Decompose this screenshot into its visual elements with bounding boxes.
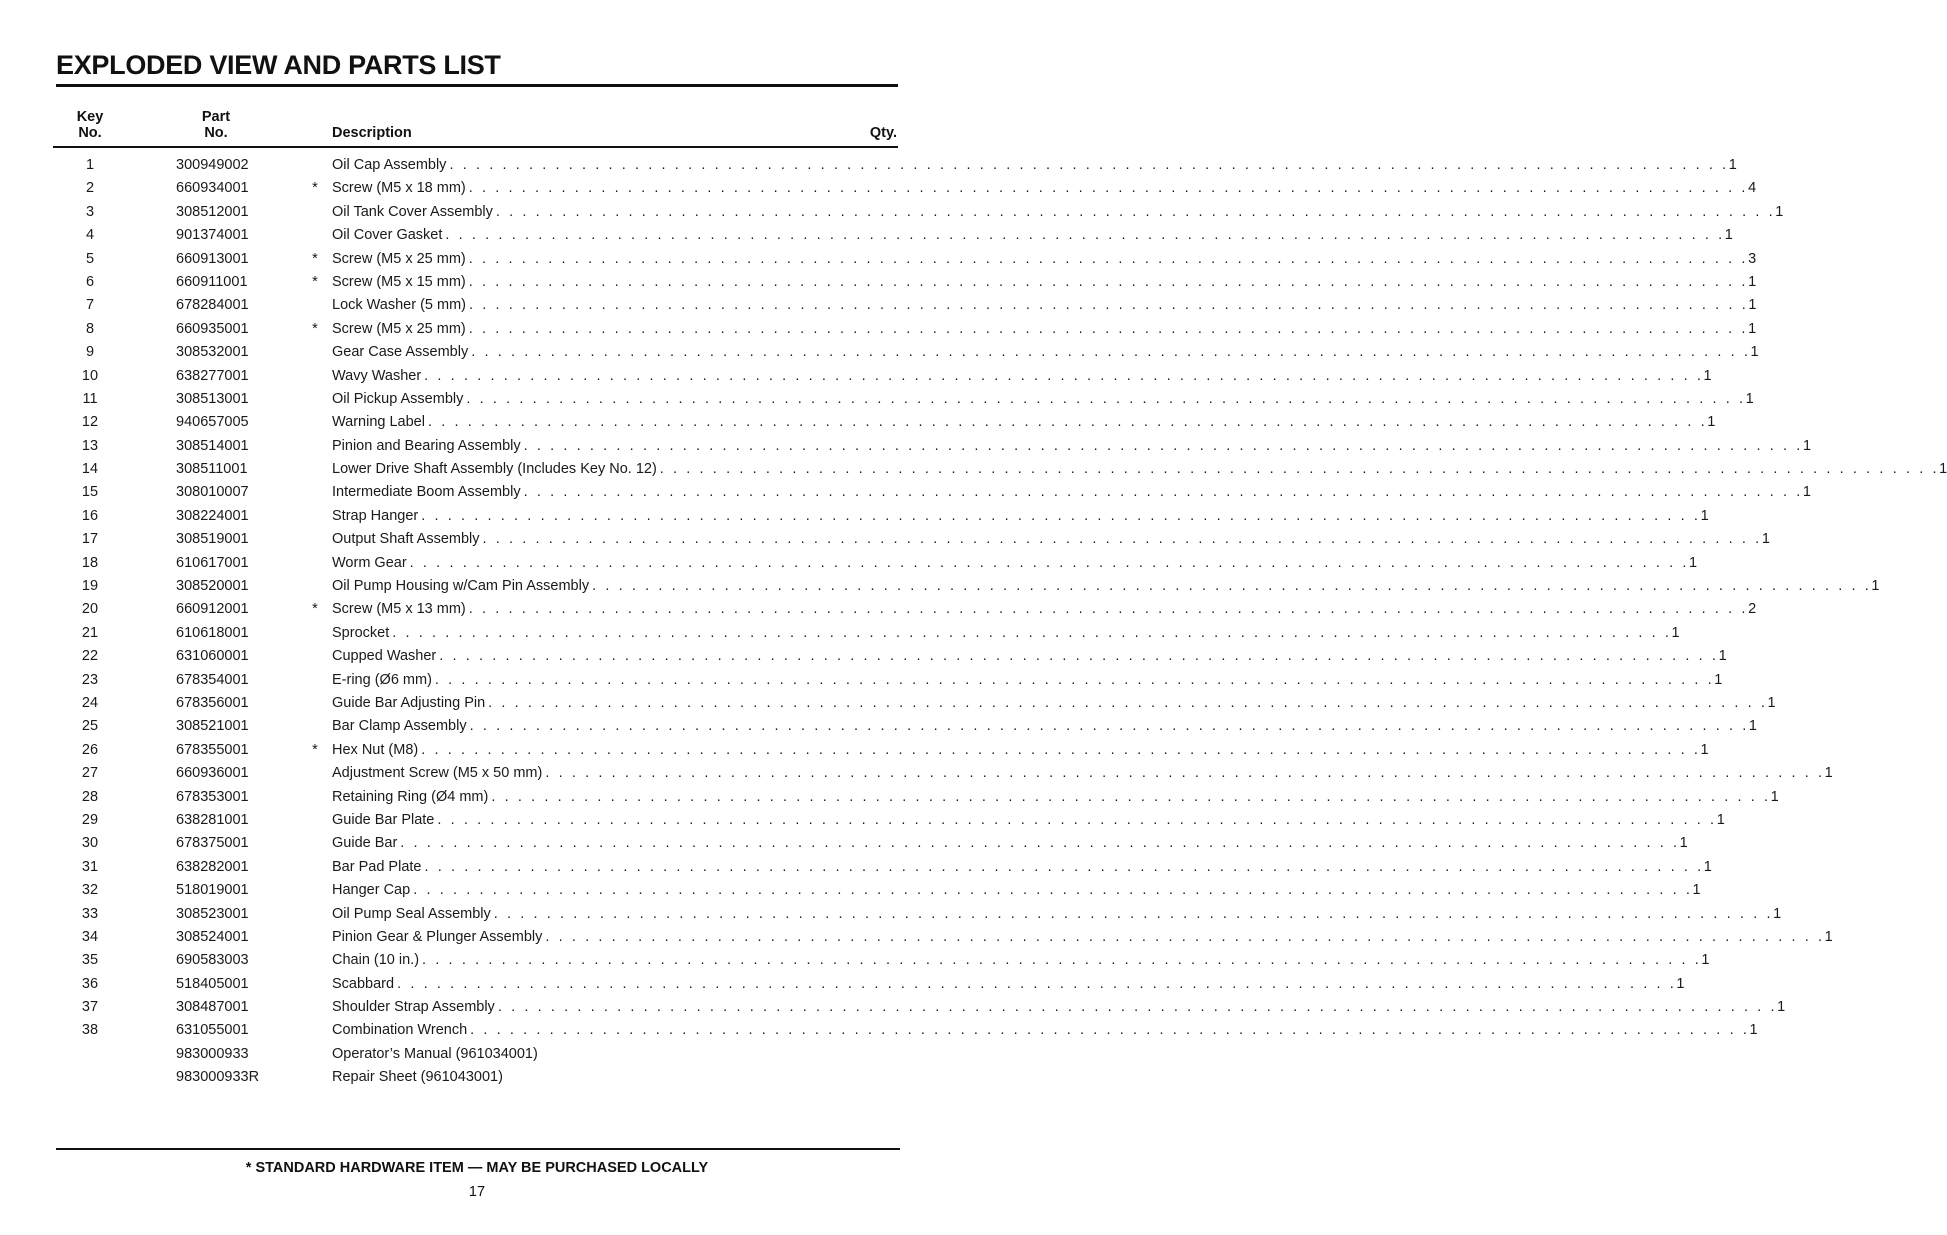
part-number: 690583003 xyxy=(176,952,249,969)
quantity: 1 xyxy=(1824,765,1833,782)
part-number: 940657005 xyxy=(176,414,249,431)
table-row xyxy=(0,201,1784,224)
standard-hardware-marker: * xyxy=(312,601,318,618)
part-number: 660911001 xyxy=(176,273,248,290)
part-number: 308521001 xyxy=(176,718,249,735)
part-description-cell xyxy=(332,1043,882,1066)
part-number: 308487001 xyxy=(176,999,249,1016)
quantity: 1 xyxy=(1700,741,1709,758)
part-description-cell xyxy=(332,879,1701,902)
quantity: 1 xyxy=(1802,437,1812,454)
dot-leader: . . . . . . . . . . . . . . . . . . . . . . . . . . . . . . . . . . . . . . . . . . . . . . . . . . . . . . . . . . . . . . . . . . . . . . . . . . . . . . . . . . . . . . . . . . . . . . . . . xyxy=(421,507,1701,524)
key-number: 28 xyxy=(81,788,99,805)
standard-hardware-marker: * xyxy=(312,180,318,197)
quantity: 1 xyxy=(1745,390,1754,407)
quantity: 1 xyxy=(1777,999,1786,1016)
part-description: Pinion and Bearing Assembly xyxy=(332,437,521,454)
quantity: 1 xyxy=(1748,320,1757,337)
part-description-cell xyxy=(332,903,1782,926)
dot-leader: . . . . . . . . . . . . . . . . . . . . . . . . . . . . . . . . . . . . . . . . . . . . . . . . . . . . . . . . . . . . . . . . . . . . . . . . . . . . . . . . . . . . . . . . . . . . . . . . . xyxy=(469,718,1749,735)
table-row xyxy=(0,622,1680,645)
part-description-cell xyxy=(332,598,1757,621)
key-number: 3 xyxy=(85,203,95,220)
table-row xyxy=(0,739,1709,762)
part-description: Shoulder Strap Assembly xyxy=(332,999,495,1016)
part-description-cell xyxy=(332,669,1723,692)
part-description: Wavy Washer xyxy=(332,367,422,384)
column-header-description: Description xyxy=(332,125,412,141)
dot-leader: . . . . . . . . . . . . . . . . . . . . . . . . . . . . . . . . . . . . . . . . . . . . . . . . . . . . . . . . . . . . . . . . . . . . . . . . . . . . . . . . . . . . . . . . . . . . . . . . . xyxy=(424,858,1704,875)
standard-hardware-marker: * xyxy=(312,273,318,290)
part-description-cell xyxy=(332,762,1833,785)
part-number: 638281001 xyxy=(176,811,249,828)
part-description: Screw (M5 x 18 mm) xyxy=(332,180,466,197)
part-description-cell xyxy=(332,1019,1758,1042)
table-row xyxy=(0,786,1779,809)
key-number: 22 xyxy=(81,648,99,665)
part-number: 660912001 xyxy=(176,601,249,618)
dot-leader: . . . . . . . . . . . . . . . . . . . . . . . . . . . . . . . . . . . . . . . . . . . . . . . . . . . . . . . . . . . . . . . . . . . . . . . . . . . . . . . . . . . . . . . . . . . . . . . . . xyxy=(470,1022,1750,1039)
part-number: 308010007 xyxy=(176,484,249,501)
key-number: 7 xyxy=(85,297,95,314)
table-row xyxy=(0,458,1947,481)
part-description: Oil Pump Seal Assembly xyxy=(332,905,491,922)
part-description-cell xyxy=(332,926,1833,949)
part-number: 518405001 xyxy=(176,975,249,992)
part-description: Hanger Cap xyxy=(332,882,411,899)
dot-leader: . . . . . . . . . . . . . . . . . . . . . . . . . . . . . . . . . . . . . . . . . . . . . . . . . . . . . . . . . . . . . . . . . . . . . . . . . . . . . . . . . . . . . . . . . . . . . . . . . xyxy=(488,694,1768,711)
part-number: 660935001 xyxy=(176,320,249,337)
part-number: 610618001 xyxy=(176,624,249,641)
table-row xyxy=(0,856,1712,879)
column-header-key-line2: No. xyxy=(78,125,102,141)
key-number: 4 xyxy=(85,227,95,244)
quantity: 1 xyxy=(1716,811,1725,828)
part-description: Oil Cover Gasket xyxy=(332,227,443,244)
dot-leader: . . . . . . . . . . . . . . . . . . . . . . . . . . . . . . . . . . . . . . . . . . . . . . . . . . . . . . . . . . . . . . . . . . . . . . . . . . . . . . . . . . . . . . . . . . . . . . . . . xyxy=(468,250,1749,267)
table-row xyxy=(0,598,1757,621)
part-description-cell xyxy=(332,201,1784,224)
key-number: 2 xyxy=(85,180,95,197)
part-description-cell xyxy=(332,739,1709,762)
key-number: 18 xyxy=(81,554,99,571)
part-number: 678375001 xyxy=(176,835,249,852)
part-description: Oil Cap Assembly xyxy=(332,157,447,173)
part-description: E-ring (Ø6 mm) xyxy=(332,671,432,688)
key-number: 13 xyxy=(81,437,99,454)
part-description: Sprocket xyxy=(332,624,390,641)
dot-leader: . . . . . . . . . . . . . . . . . . . . . . . . . . . . . . . . . . . . . . . . . . . . . . . . . . . . . . . . . . . . . . . . . . . . . . . . . . . . . . . . . . . . . . . . . . . . . . . . . xyxy=(471,344,1751,361)
dot-leader: . . . . . . . . . . . . . . . . . . . . . . . . . . . . . . . . . . . . . . . . . . . . . . . . . . . . . . . . . . . . . . . . . . . . . . . . . . . . . . . . . . . . . . . . . . . . . . . . . xyxy=(523,484,1803,501)
key-number: 21 xyxy=(81,624,99,641)
table-row xyxy=(0,926,1833,949)
key-number: 29 xyxy=(81,811,99,828)
dot-leader: . . . . . . . . . . . . . . . . . . . . . . . . . . . . . . . . . . . . . . . . . . . . . . . . . . . . . . . . . . . . . . . . . . . . . . . . . . . . . . . . . . . . . . . . . . . . . . . . . xyxy=(469,297,1749,314)
part-description-cell xyxy=(332,224,1733,247)
dot-leader: . . . . . . . . . . . . . . . . . . . . . . . . . . . . . . . . . . . . . . . . . . . . . . . . . . . . . . . . . . . . . . . . . . . . . . . . . . . . . . . . . . . . . . . . . . . . . . . . . xyxy=(592,578,1872,595)
column-header-part-line2: No. xyxy=(204,125,228,141)
part-description: Warning Label xyxy=(332,414,425,431)
key-number: 23 xyxy=(81,671,99,688)
key-number: 6 xyxy=(85,273,95,290)
table-row xyxy=(0,435,1812,458)
key-number: 35 xyxy=(81,952,99,969)
part-description-cell xyxy=(332,154,1737,177)
quantity: 1 xyxy=(1688,554,1698,571)
part-description: Output Shaft Assembly xyxy=(332,531,480,548)
part-description-cell xyxy=(332,294,1757,317)
table-row xyxy=(0,645,1727,668)
part-description: Guide Bar Plate xyxy=(332,811,435,828)
part-description: Worm Gear xyxy=(332,554,407,571)
part-description-cell xyxy=(332,505,1709,528)
key-number: 24 xyxy=(81,694,99,711)
part-number: 678353001 xyxy=(176,788,249,805)
part-description-cell xyxy=(332,388,1754,411)
part-description-cell xyxy=(332,365,1712,388)
part-number: 308514001 xyxy=(176,437,249,454)
part-description-cell xyxy=(332,435,1812,458)
table-row xyxy=(0,1066,954,1089)
column-header-key xyxy=(70,109,110,141)
part-number: 983000933 xyxy=(176,1045,249,1062)
table-row xyxy=(0,1019,1758,1042)
part-description-cell xyxy=(332,458,1947,481)
part-description: Lower Drive Shaft Assembly (Includes Key No. 12) xyxy=(332,461,657,478)
part-number: 631060001 xyxy=(176,648,249,665)
table-row xyxy=(0,1043,954,1066)
quantity: 1 xyxy=(1775,203,1784,220)
part-description-cell xyxy=(332,692,1776,715)
table-row xyxy=(0,341,1759,364)
table-row xyxy=(0,411,1716,434)
part-description: Strap Hanger xyxy=(332,507,419,524)
quantity: 1 xyxy=(1728,157,1737,173)
part-description-cell xyxy=(332,973,1685,996)
part-description: Bar Clamp Assembly xyxy=(332,718,467,735)
key-number: 10 xyxy=(81,367,99,384)
part-description-cell xyxy=(332,528,1770,551)
part-number: 638282001 xyxy=(176,858,249,875)
table-row xyxy=(0,481,1811,504)
part-number: 678354001 xyxy=(176,671,249,688)
quantity: 1 xyxy=(1701,952,1710,969)
dot-leader: . . . . . . . . . . . . . . . . . . . . . . . . . . . . . . . . . . . . . . . . . . . . . . . . . . . . . . . . . . . . . . . . . . . . . . . . . . . . . . . . . . . . . . . . . . . . . . . . . xyxy=(545,928,1825,945)
part-description: Bar Pad Plate xyxy=(332,858,422,875)
quantity: 1 xyxy=(1748,718,1757,735)
title-divider xyxy=(56,84,898,87)
table-row xyxy=(0,809,1725,832)
key-number: 20 xyxy=(81,601,99,618)
part-description-cell xyxy=(332,856,1712,879)
parts-list xyxy=(0,154,1947,1090)
column-header-qty: Qty. xyxy=(869,125,897,141)
standard-hardware-marker: * xyxy=(312,250,318,267)
part-number: 660936001 xyxy=(176,765,249,782)
key-number: 33 xyxy=(81,905,99,922)
part-description-cell xyxy=(332,271,1757,294)
part-description: Hex Nut (M8) xyxy=(332,741,419,758)
part-description-cell xyxy=(332,481,1811,504)
dot-leader: . . . . . . . . . . . . . . . . . . . . . . . . . . . . . . . . . . . . . . . . . . . . . . . . . . . . . . . . . . . . . . . . . . . . . . . . . . . . . . . . . . . . . . . . . . . . . . . . . xyxy=(659,461,1940,478)
key-number: 1 xyxy=(85,157,95,173)
key-number: 14 xyxy=(81,461,99,478)
part-description-cell xyxy=(332,809,1725,832)
table-row xyxy=(0,177,1757,200)
quantity: 1 xyxy=(1748,297,1757,314)
quantity: 1 xyxy=(1679,835,1688,852)
table-row xyxy=(0,903,1782,926)
key-number: 26 xyxy=(81,741,99,758)
dot-leader: . . . . . . . . . . . . . . . . . . . . . . . . . . . . . . . . . . . . . . . . . . . . . . . . . . . . . . . . . . . . . . . . . . . . . . . . . . . . . . . . . . . . . . . . . . . . . . . . . xyxy=(545,765,1825,782)
table-row xyxy=(0,224,1733,247)
key-number: 31 xyxy=(81,858,99,875)
part-number: 308511001 xyxy=(176,461,248,478)
part-description-cell xyxy=(332,715,1757,738)
quantity: 1 xyxy=(1773,905,1782,922)
dot-leader: . . . . . . . . . . . . . . . . . . . . . . . . . . . . . . . . . . . . . . . . . . . . . . . . . . . . . . . . . . . . . . . . . . . . . . . . . . . . . . . . . . . . . . . . . . . . . . . . . xyxy=(422,952,1702,969)
quantity: 1 xyxy=(1676,975,1685,992)
part-description: Cupped Washer xyxy=(332,648,437,665)
table-row xyxy=(0,318,1757,341)
part-description: Screw (M5 x 15 mm) xyxy=(332,273,466,290)
part-number: 678356001 xyxy=(176,694,249,711)
dot-leader: . . . . . . . . . . . . . . . . . . . . . . . . . . . . . . . . . . . . . . . . . . . . . . . . . . . . . . . . . . . . . . . . . . . . . . . . . . . . . . . . . . . . . . . . . . . . . . . . . xyxy=(468,273,1749,290)
page-number: 17 xyxy=(468,1184,486,1200)
standard-hardware-marker: * xyxy=(312,741,318,758)
key-number: 30 xyxy=(81,835,99,852)
part-description-cell xyxy=(332,411,1716,434)
part-description: Screw (M5 x 13 mm) xyxy=(332,601,466,618)
part-number: 308519001 xyxy=(176,531,249,548)
quantity: 1 xyxy=(1767,694,1776,711)
quantity: 1 xyxy=(1707,414,1716,431)
part-number: 638277001 xyxy=(176,367,249,384)
part-description-cell xyxy=(332,318,1757,341)
table-row xyxy=(0,973,1685,996)
quantity: 3 xyxy=(1748,250,1757,267)
part-description: Repair Sheet (961043001) xyxy=(332,1069,503,1086)
dot-leader: . . . . . . . . . . . . . . . . . . . . . . . . . . . . . . . . . . . . . . . . . . . . . . . . . . . . . . . . . . . . . . . . . . . . . . . . . . . . . . . . . . . . . . . . . . . . . . . . . xyxy=(497,999,1778,1016)
part-description: Guide Bar xyxy=(332,835,398,852)
key-number: 36 xyxy=(81,975,99,992)
part-description-cell xyxy=(332,622,1680,645)
footer-note: * STANDARD HARDWARE ITEM — MAY BE PURCHASED LOCALLY xyxy=(245,1160,709,1176)
table-row xyxy=(0,832,1688,855)
part-description: Oil Tank Cover Assembly xyxy=(332,203,493,220)
part-description-cell xyxy=(332,341,1759,364)
part-number: 678284001 xyxy=(176,297,249,314)
dot-leader: . . . . . . . . . . . . . . . . . . . . . . . . . . . . . . . . . . . . . . . . . . . . . . . . . . . . . . . . . . . . . . . . . . . . . . . . . . . . . . . . . . . . . . . . . . . . . . . . . xyxy=(409,554,1689,571)
key-number: 25 xyxy=(81,718,99,735)
part-number: 901374001 xyxy=(176,227,249,244)
part-description-cell xyxy=(332,1066,882,1089)
quantity: 1 xyxy=(1749,1022,1758,1039)
dot-leader: . . . . . . . . . . . . . . . . . . . . . . . . . . . . . . . . . . . . . . . . . . . . . . . . . . . . . . . . . . . . . . . . . . . . . . . . . . . . . . . . . . . . . . . . . . . . . . . . . xyxy=(468,601,1749,618)
table-row xyxy=(0,271,1757,294)
part-description-cell xyxy=(332,575,1880,598)
quantity: 1 xyxy=(1939,461,1947,478)
part-description: Scabbard xyxy=(332,975,395,992)
part-description-cell xyxy=(332,248,1757,271)
quantity: 4 xyxy=(1748,180,1757,197)
key-number: 17 xyxy=(81,531,99,548)
quantity: 1 xyxy=(1703,858,1712,875)
quantity: 1 xyxy=(1692,882,1701,899)
part-description: Intermediate Boom Assembly xyxy=(332,484,521,501)
dot-leader: . . . . . . . . . . . . . . . . . . . . . . . . . . . . . . . . . . . . . . . . . . . . . . . . . . . . . . . . . . . . . . . . . . . . . . . . . . . . . . . . . . . . . . . . . . . . . . . . . xyxy=(437,811,1717,828)
column-header-part xyxy=(190,109,242,141)
part-description-cell xyxy=(332,949,1710,972)
part-number: 308512001 xyxy=(176,203,249,220)
quantity: 2 xyxy=(1748,601,1757,618)
header-divider xyxy=(53,146,898,148)
key-number: 37 xyxy=(81,999,99,1016)
key-number: 9 xyxy=(85,344,95,361)
table-row xyxy=(0,388,1754,411)
key-number: 34 xyxy=(81,928,99,945)
dot-leader: . . . . . . . . . . . . . . . . . . . . . . . . . . . . . . . . . . . . . . . . . . . . . . . . . . . . . . . . . . . . . . . . . . . . . . . . . . . . . . . . . . . . . . . . . . . . . . . . . xyxy=(491,788,1771,805)
quantity: 1 xyxy=(1770,788,1779,805)
table-row xyxy=(0,879,1701,902)
part-description: Retaining Ring (Ø4 mm) xyxy=(332,788,489,805)
part-description-cell xyxy=(332,832,1688,855)
table-row xyxy=(0,692,1776,715)
part-description: Chain (10 in.) xyxy=(332,952,420,969)
part-description: Screw (M5 x 25 mm) xyxy=(332,250,466,267)
quantity: 1 xyxy=(1724,227,1733,244)
dot-leader: . . . . . . . . . . . . . . . . . . . . . . . . . . . . . . . . . . . . . . . . . . . . . . . . . . . . . . . . . . . . . . . . . . . . . . . . . . . . . . . . . . . . . . . . . . . . . . . . . xyxy=(397,975,1677,992)
dot-leader: . . . . . . . . . . . . . . . . . . . . . . . . . . . . . . . . . . . . . . . . . . . . . . . . . . . . . . . . . . . . . . . . . . . . . . . . . . . . . . . . . . . . . . . . . . . . . . . . . xyxy=(421,741,1701,758)
part-description: Operator’s Manual (961034001) xyxy=(332,1045,538,1062)
table-row xyxy=(0,528,1770,551)
part-description-cell xyxy=(332,645,1727,668)
part-description: Screw (M5 x 25 mm) xyxy=(332,320,466,337)
table-row xyxy=(0,505,1709,528)
dot-leader: . . . . . . . . . . . . . . . . . . . . . . . . . . . . . . . . . . . . . . . . . . . . . . . . . . . . . . . . . . . . . . . . . . . . . . . . . . . . . . . . . . . . . . . . . . . . . . . . . xyxy=(449,157,1729,173)
part-number: 631055001 xyxy=(176,1022,249,1039)
quantity: 1 xyxy=(1703,367,1712,384)
part-description-cell xyxy=(332,996,1786,1019)
key-number: 11 xyxy=(82,390,98,407)
key-number: 27 xyxy=(81,765,99,782)
part-number: 518019001 xyxy=(176,882,249,899)
part-description: Oil Pickup Assembly xyxy=(332,390,464,407)
table-row xyxy=(0,552,1698,575)
part-number: 660913001 xyxy=(176,250,249,267)
part-number: 308513001 xyxy=(176,390,249,407)
part-number: 308523001 xyxy=(176,905,249,922)
part-description: Oil Pump Housing w/Cam Pin Assembly xyxy=(332,578,590,595)
dot-leader: . . . . . . . . . . . . . . . . . . . . . . . . . . . . . . . . . . . . . . . . . . . . . . . . . . . . . . . . . . . . . . . . . . . . . . . . . . . . . . . . . . . . . . . . . . . . . . . . . xyxy=(434,671,1715,688)
table-row xyxy=(0,762,1833,785)
page-title: EXPLODED VIEW AND PARTS LIST xyxy=(56,50,501,80)
part-number: 308520001 xyxy=(176,578,249,595)
dot-leader: . . . . . . . . . . . . . . . . . . . . . . . . . . . . . . . . . . . . . . . . . . . . . . . . . . . . . . . . . . . . . . . . . . . . . . . . . . . . . . . . . . . . . . . . . . . . . . . . . xyxy=(427,414,1708,431)
key-number: 8 xyxy=(85,320,95,337)
part-description: Gear Case Assembly xyxy=(332,344,469,361)
table-row xyxy=(0,669,1723,692)
part-description-cell xyxy=(332,786,1779,809)
key-number: 32 xyxy=(81,882,99,899)
part-description-cell xyxy=(332,177,1757,200)
quantity: 1 xyxy=(1718,648,1727,665)
key-number: 12 xyxy=(81,414,99,431)
dot-leader: . . . . . . . . . . . . . . . . . . . . . . . . . . . . . . . . . . . . . . . . . . . . . . . . . . . . . . . . . . . . . . . . . . . . . . . . . . . . . . . . . . . . . . . . . . . . . . . . . xyxy=(400,835,1680,852)
dot-leader: . . . . . . . . . . . . . . . . . . . . . . . . . . . . . . . . . . . . . . . . . . . . . . . . . . . . . . . . . . . . . . . . . . . . . . . . . . . . . . . . . . . . . . . . . . . . . . . . . xyxy=(523,437,1803,454)
quantity: 1 xyxy=(1761,531,1770,548)
table-row xyxy=(0,996,1786,1019)
dot-leader: . . . . . . . . . . . . . . . . . . . . . . . . . . . . . . . . . . . . . . . . . . . . . . . . . . . . . . . . . . . . . . . . . . . . . . . . . . . . . . . . . . . . . . . . . . . . . . . . . xyxy=(439,648,1719,665)
column-header-key-line1: Key xyxy=(76,109,104,125)
dot-leader: . . . . . . . . . . . . . . . . . . . . . . . . . . . . . . . . . . . . . . . . . . . . . . . . . . . . . . . . . . . . . . . . . . . . . . . . . . . . . . . . . . . . . . . . . . . . . . . . . xyxy=(392,624,1672,641)
dot-leader: . . . . . . . . . . . . . . . . . . . . . . . . . . . . . . . . . . . . . . . . . . . . . . . . . . . . . . . . . . . . . . . . . . . . . . . . . . . . . . . . . . . . . . . . . . . . . . . . . xyxy=(495,203,1776,220)
part-number: 308524001 xyxy=(176,928,249,945)
part-number: 308532001 xyxy=(176,344,249,361)
quantity: 1 xyxy=(1871,578,1880,595)
table-row xyxy=(0,365,1712,388)
table-row xyxy=(0,294,1757,317)
key-number: 5 xyxy=(85,250,95,267)
key-number: 15 xyxy=(81,484,99,501)
dot-leader: . . . . . . . . . . . . . . . . . . . . . . . . . . . . . . . . . . . . . . . . . . . . . . . . . . . . . . . . . . . . . . . . . . . . . . . . . . . . . . . . . . . . . . . . . . . . . . . . . xyxy=(413,882,1693,899)
dot-leader: . . . . . . . . . . . . . . . . . . . . . . . . . . . . . . . . . . . . . . . . . . . . . . . . . . . . . . . . . . . . . . . . . . . . . . . . . . . . . . . . . . . . . . . . . . . . . . . . . xyxy=(468,180,1749,197)
part-description: Combination Wrench xyxy=(332,1022,468,1039)
quantity: 1 xyxy=(1824,928,1833,945)
table-row xyxy=(0,949,1710,972)
part-number: 678355001 xyxy=(176,741,249,758)
part-number: 983000933R xyxy=(176,1069,260,1086)
part-number: 610617001 xyxy=(176,554,249,571)
dot-leader: . . . . . . . . . . . . . . . . . . . . . . . . . . . . . . . . . . . . . . . . . . . . . . . . . . . . . . . . . . . . . . . . . . . . . . . . . . . . . . . . . . . . . . . . . . . . . . . . . xyxy=(466,390,1746,407)
key-number: 38 xyxy=(81,1022,99,1039)
part-description-cell xyxy=(332,552,1698,575)
quantity: 1 xyxy=(1700,507,1709,524)
part-description: Lock Washer (5 mm) xyxy=(332,297,467,314)
part-description: Pinion Gear & Plunger Assembly xyxy=(332,928,543,945)
quantity: 1 xyxy=(1750,344,1759,361)
table-row xyxy=(0,715,1757,738)
quantity: 1 xyxy=(1671,624,1680,641)
footer-divider xyxy=(56,1148,900,1150)
table-row xyxy=(0,154,1737,177)
dot-leader: . . . . . . . . . . . . . . . . . . . . . . . . . . . . . . . . . . . . . . . . . . . . . . . . . . . . . . . . . . . . . . . . . . . . . . . . . . . . . . . . . . . . . . . . . . . . . . . . . xyxy=(482,531,1762,548)
standard-hardware-marker: * xyxy=(312,320,318,337)
table-row xyxy=(0,575,1880,598)
dot-leader: . . . . . . . . . . . . . . . . . . . . . . . . . . . . . . . . . . . . . . . . . . . . . . . . . . . . . . . . . . . . . . . . . . . . . . . . . . . . . . . . . . . . . . . . . . . . . . . . . xyxy=(493,905,1774,922)
part-number: 300949002 xyxy=(176,157,249,173)
column-header-part-line1: Part xyxy=(201,109,231,125)
dot-leader: . . . . . . . . . . . . . . . . . . . . . . . . . . . . . . . . . . . . . . . . . . . . . . . . . . . . . . . . . . . . . . . . . . . . . . . . . . . . . . . . . . . . . . . . . . . . . . . . . xyxy=(468,320,1749,337)
quantity: 1 xyxy=(1748,273,1757,290)
key-number: 19 xyxy=(81,578,99,595)
part-description: Adjustment Screw (M5 x 50 mm) xyxy=(332,765,543,782)
dot-leader: . . . . . . . . . . . . . . . . . . . . . . . . . . . . . . . . . . . . . . . . . . . . . . . . . . . . . . . . . . . . . . . . . . . . . . . . . . . . . . . . . . . . . . . . . . . . . . . . . xyxy=(424,367,1704,384)
part-number: 660934001 xyxy=(176,180,249,197)
key-number: 16 xyxy=(81,507,99,524)
dot-leader: . . . . . . . . . . . . . . . . . . . . . . . . . . . . . . . . . . . . . . . . . . . . . . . . . . . . . . . . . . . . . . . . . . . . . . . . . . . . . . . . . . . . . . . . . . . . . . . . . xyxy=(445,227,1725,244)
table-row xyxy=(0,248,1757,271)
part-description: Guide Bar Adjusting Pin xyxy=(332,694,486,711)
quantity: 1 xyxy=(1714,671,1723,688)
quantity: 1 xyxy=(1802,484,1811,501)
part-number: 308224001 xyxy=(176,507,249,524)
